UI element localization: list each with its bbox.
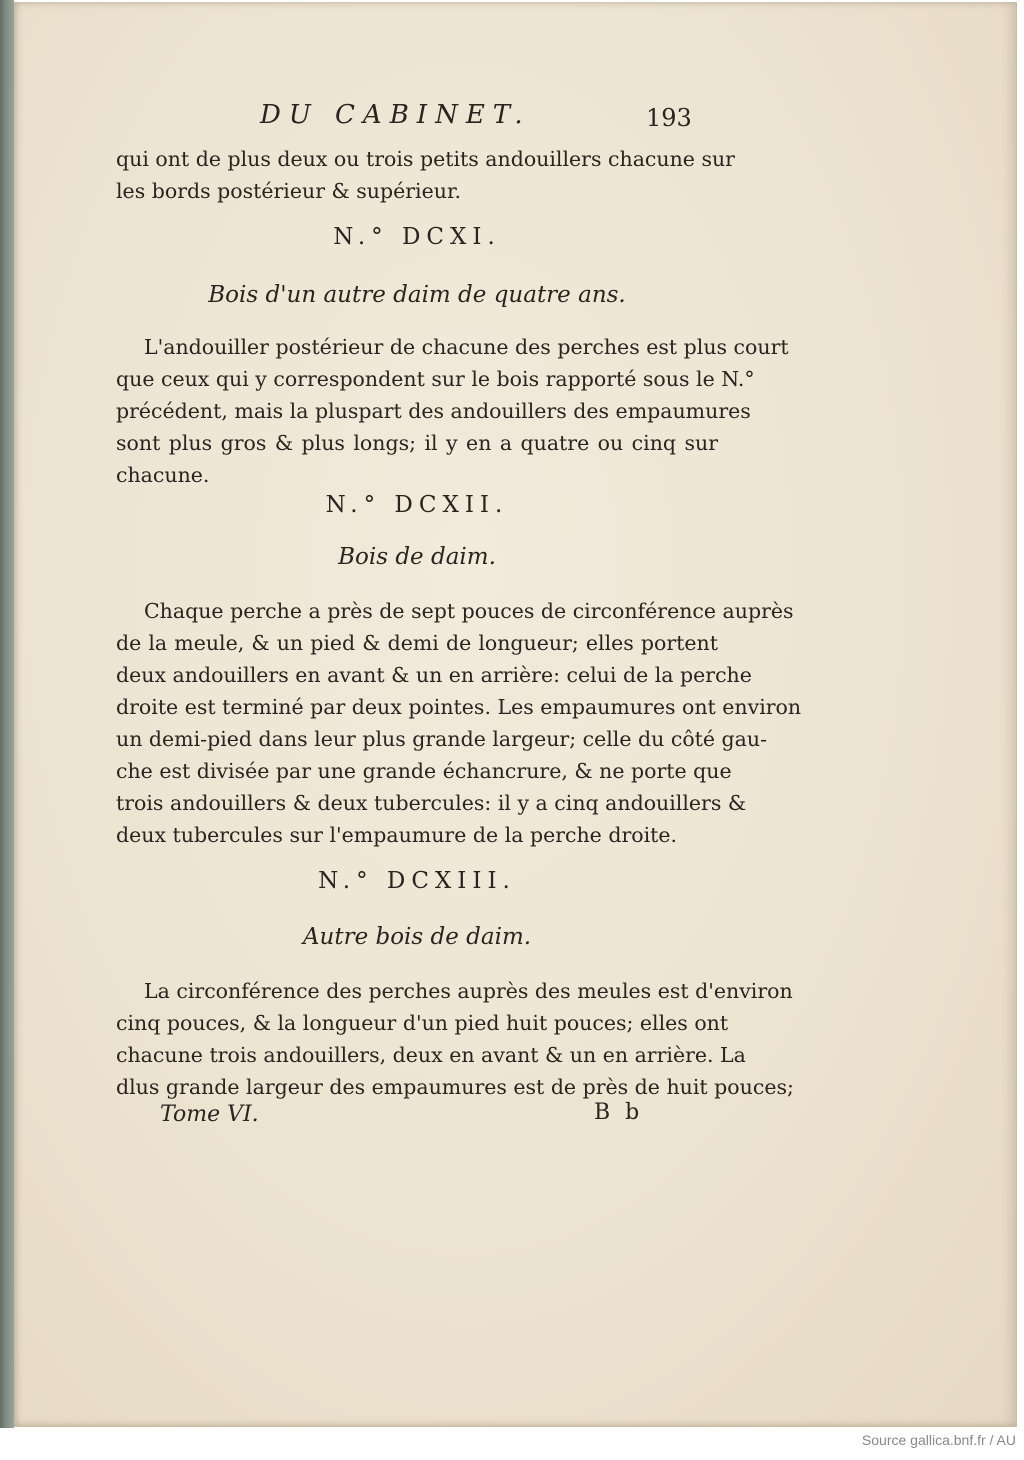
body-line: qui ont de plus deux ou trois petits andouillers chacune sur: [116, 147, 735, 171]
body-line: les bords postérieur & supérieur.: [116, 179, 462, 203]
section-number: N.° DCXI.: [333, 224, 501, 250]
body-line: de la meule, & un pied & demi de longueur; elles portent: [116, 631, 718, 655]
section-number: N.° DCXII.: [325, 492, 509, 518]
source-credit-link[interactable]: Source gallica.bnf.fr / AU: [861, 1432, 1016, 1448]
body-line: trois andouillers & deux tubercules: il y a cinq andouillers &: [116, 791, 747, 815]
body-line: sont plus gros & plus longs; il y en a quatre ou cinq sur: [116, 431, 718, 455]
body-line: cinq pouces, & la longueur d'un pied huit pouces; elles ont: [116, 1011, 729, 1035]
section-title: Bois d'un autre daim de quatre ans.: [208, 282, 626, 308]
body-line: L'andouiller postérieur de chacune des perches est plus court: [144, 335, 789, 359]
body-line: deux tubercules sur l'empaumure de la perche droite.: [116, 823, 678, 847]
section-number: N.° DCXIII.: [318, 868, 516, 894]
book-binding: [0, 0, 14, 1428]
body-line: dlus grande largeur des empaumures est de près de huit pouces;: [116, 1075, 794, 1099]
body-line: que ceux qui y correspondent sur le bois rapporté sous le N.°: [116, 367, 755, 391]
body-line: deux andouillers en avant & un en arrière: celui de la perche: [116, 663, 752, 687]
section-title: Autre bois de daim.: [302, 924, 532, 950]
running-title: DU CABINET.: [260, 100, 531, 130]
page-number: 193: [646, 104, 692, 132]
volume-signature: Tome VI.: [160, 1102, 259, 1127]
body-line: droite est terminé par deux pointes. Les empaumures ont environ: [116, 695, 802, 719]
section-title: Bois de daim.: [338, 544, 496, 570]
book-page: [14, 2, 1017, 1427]
body-line: Chaque perche a près de sept pouces de circonférence auprès: [144, 599, 794, 623]
body-line: che est divisée par une grande échancrure, & ne porte que: [116, 759, 732, 783]
body-line: chacune trois andouillers, deux en avant & un en arrière. La: [116, 1043, 746, 1067]
sheet-mark: B b: [594, 1100, 644, 1125]
body-line: chacune.: [116, 463, 210, 487]
body-line: précédent, mais la pluspart des andouillers des empaumures: [116, 399, 751, 423]
body-line: La circonférence des perches auprès des meules est d'environ: [144, 979, 793, 1003]
body-line: un demi-pied dans leur plus grande largeur; celle du côté gau-: [116, 727, 768, 751]
